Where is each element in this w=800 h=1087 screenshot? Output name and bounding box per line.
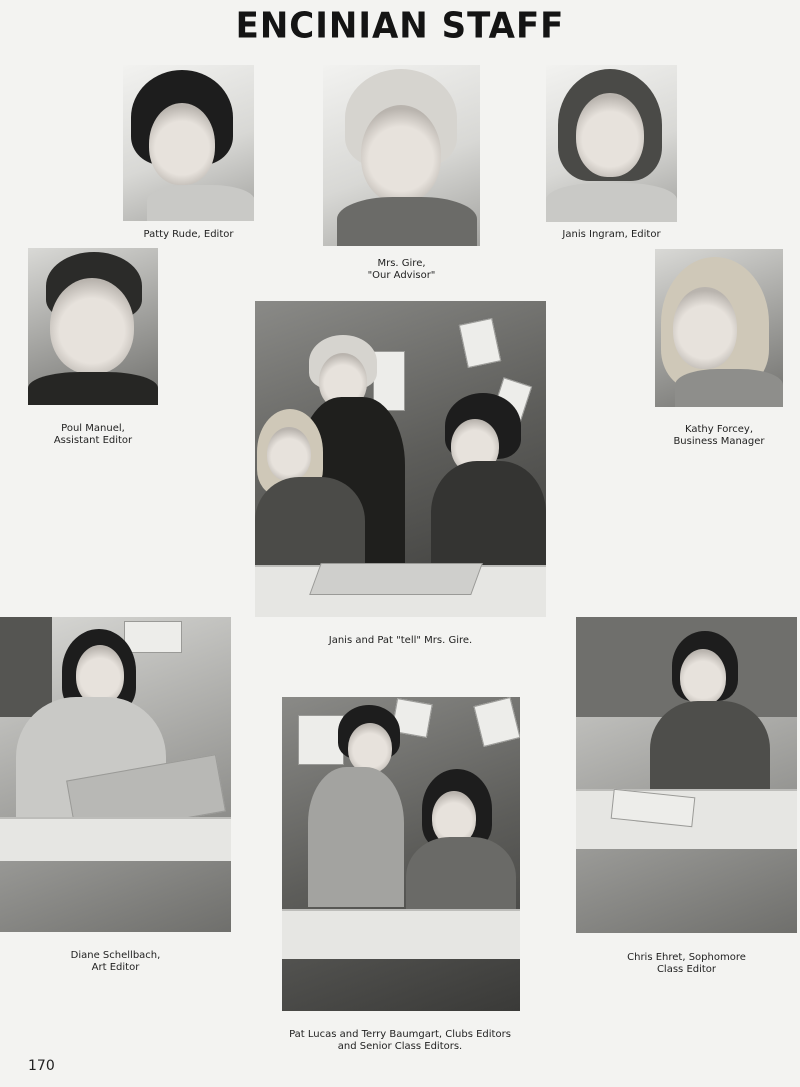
- photo-pat-lucas-terry-baumgart: [282, 697, 520, 1011]
- photo-kathy-forcey: [655, 249, 783, 407]
- caption-diane-role: Art Editor: [91, 962, 140, 973]
- page-number: 170: [28, 1058, 55, 1074]
- photo-group-janis-pat-gire: [255, 301, 546, 617]
- photo-mrs-gire: [323, 65, 480, 246]
- caption-janis-ingram: Janis Ingram, Editor: [562, 229, 661, 240]
- caption-diane-name: Diane Schellbach,: [70, 950, 161, 961]
- caption-mrs-gire-role: "Our Advisor": [367, 270, 436, 281]
- caption-pat-terry-line1: Pat Lucas and Terry Baumgart, Clubs Editors: [289, 1029, 511, 1040]
- caption-chris-name: Chris Ehret, Sophomore: [627, 952, 746, 963]
- caption-poul-role: Assistant Editor: [53, 435, 133, 446]
- caption-pat-terry-line2: and Senior Class Editors.: [337, 1041, 463, 1052]
- photo-diane-schellbach: [0, 617, 231, 932]
- photo-janis-ingram: [546, 65, 677, 222]
- caption-kathy-name: Kathy Forcey,: [684, 424, 754, 435]
- photo-patty-rude: [123, 65, 254, 221]
- photo-poul-manuel: [28, 248, 158, 405]
- photo-chris-ehret: [576, 617, 797, 933]
- caption-kathy-role: Business Manager: [673, 436, 765, 447]
- caption-poul-name: Poul Manuel,: [61, 423, 125, 434]
- page-title: ENCINIAN STAFF: [235, 5, 565, 47]
- caption-patty-rude: Patty Rude, Editor: [143, 229, 234, 240]
- caption-mrs-gire-name: Mrs. Gire,: [377, 258, 426, 269]
- caption-group: Janis and Pat "tell" Mrs. Gire.: [328, 635, 473, 646]
- caption-chris-role: Class Editor: [656, 964, 717, 975]
